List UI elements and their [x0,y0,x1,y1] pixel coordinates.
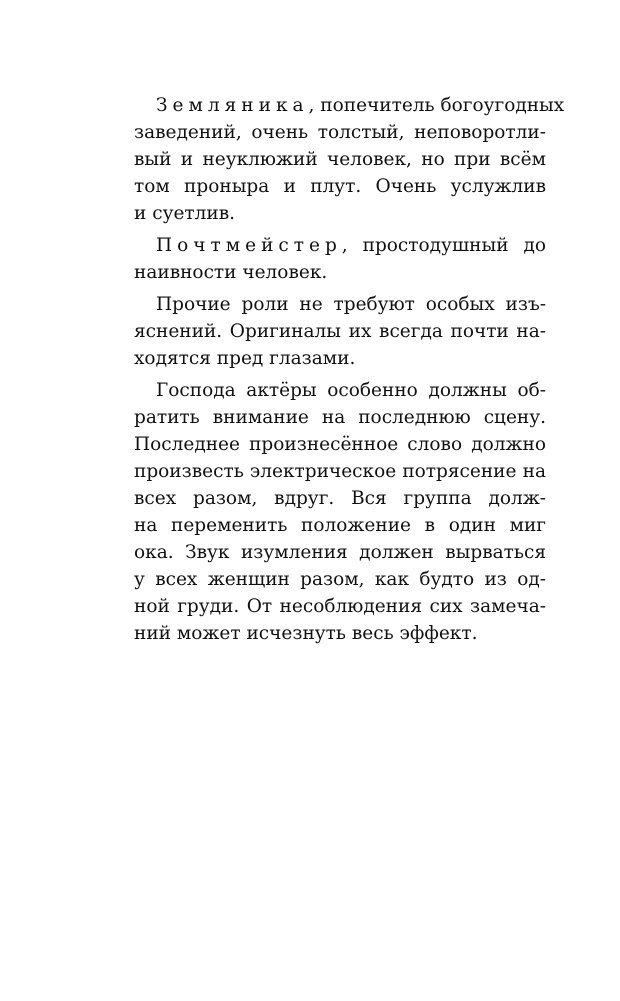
text-line: ходятся пред глазами. [134,348,356,369]
text-line: наивности человек. [134,262,328,283]
text-line: вый и неуклюжий человек, но при всём [134,149,546,170]
text-line: Последнее произнесённое слово должно [134,434,546,455]
paragraph-last-scene [112,377,546,647]
text-line: ной груди. От несоблюдения сих замеча- [134,596,546,617]
text-line: ний может исчезнуть весь эффект. [134,623,478,644]
text-line: всех разом, вдруг. Вся группа долж- [134,488,546,509]
text-line: яснений. Оригиналы их всегда почти на- [134,321,546,342]
text-line: произвесть электрическое потрясение на [134,461,546,482]
text-line: ратить внимание на последнюю сцену. [134,407,546,428]
text-line: заведений, очень толстый, неповоротли- [134,122,546,143]
text-line: ока. Звук изумления должен вырваться [134,542,546,563]
text-line: Господа актёры особенно должны об- [156,380,546,401]
text-line: Почтмейстер, простодушный до [156,235,546,256]
text-line: на переменить положение в один миг [134,515,546,536]
text-line: Прочие роли не требуют особых изъ- [156,294,546,315]
character-name: Земляника [156,95,309,116]
text-line: том проныра и плут. Очень услужлив [134,176,546,197]
text-line: у всех женщин разом, как будто из од- [134,569,546,590]
character-name: Почтмейстер [156,235,342,256]
text-line: и суетлив. [134,203,236,224]
text-line: Земляника, попечитель богоугодных [156,95,565,116]
paragraph-pochtmeyster [112,232,546,286]
body-text [112,92,565,652]
paragraph-zemlyanika [112,92,565,227]
paragraph-other-roles [112,291,546,372]
